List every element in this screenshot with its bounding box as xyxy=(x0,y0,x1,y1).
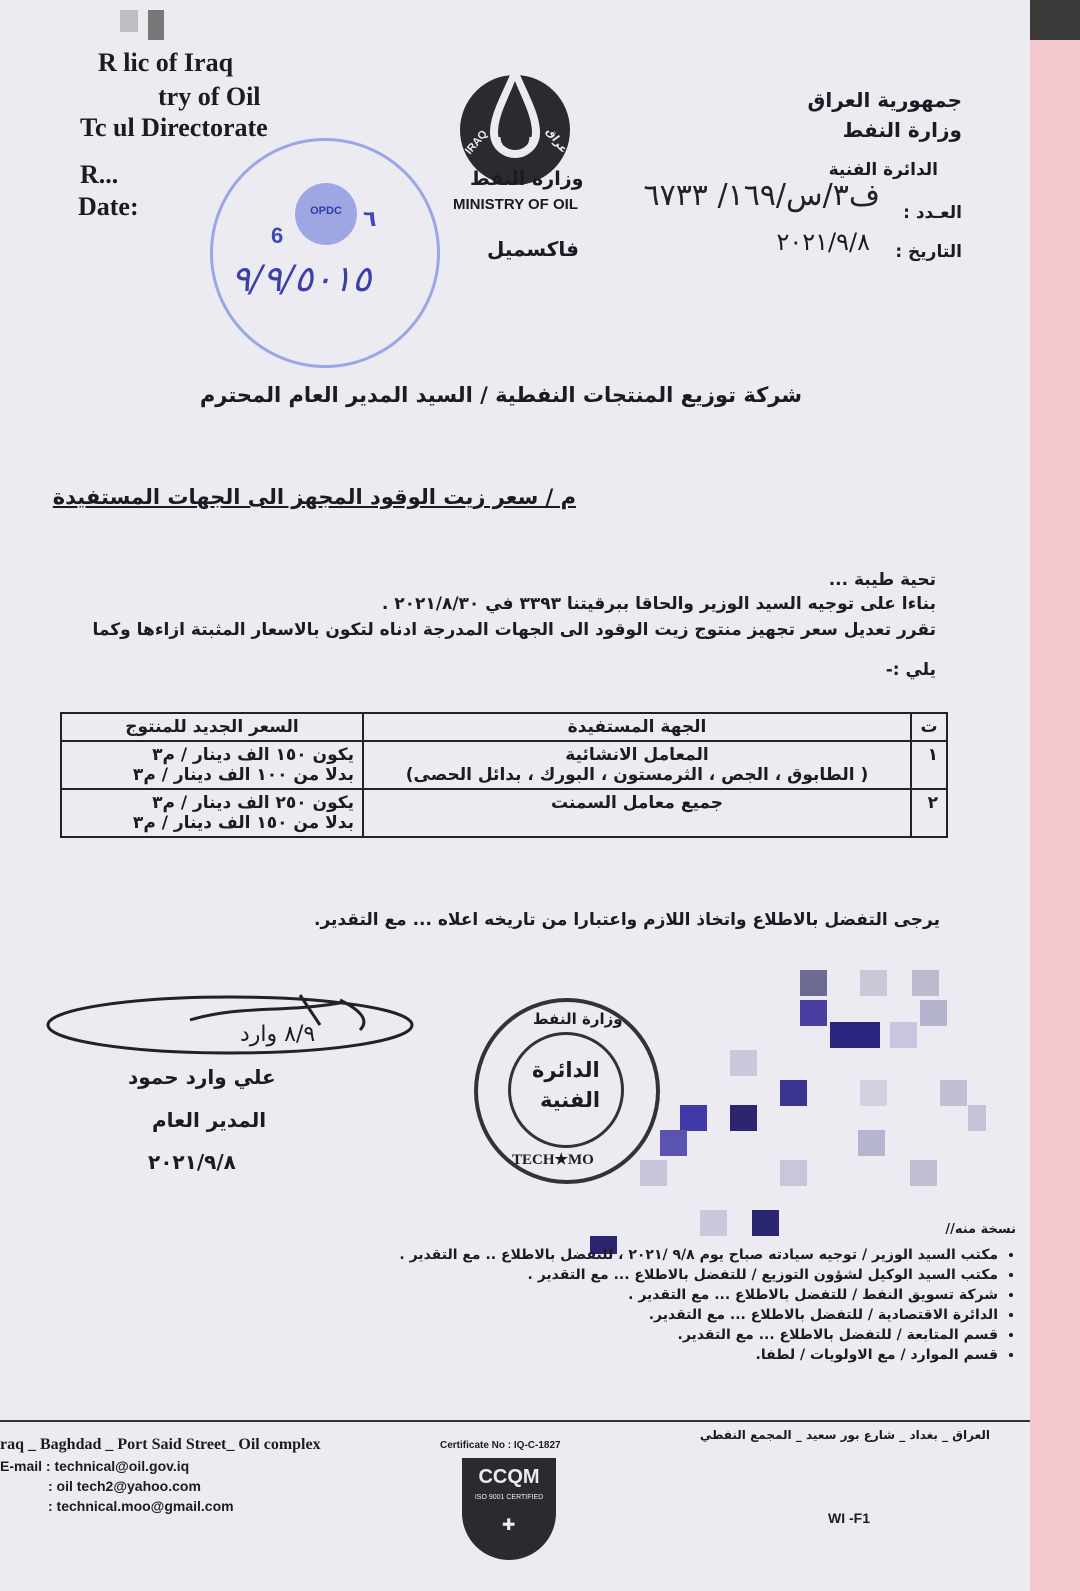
table-cell-entity xyxy=(363,741,911,789)
footer-email-2: : oil tech2@yahoo.com xyxy=(48,1478,201,1494)
background-strip xyxy=(1030,40,1080,1591)
iso-label: ISO 9001 CERTIFIED xyxy=(474,1494,544,1501)
table-row xyxy=(61,741,947,789)
header-ar-ministry: وزارة النفط xyxy=(842,118,962,142)
signature-handwritten: ٨/٩ وارد xyxy=(240,1022,316,1047)
footer-form-code: WI -F1 xyxy=(828,1510,870,1526)
fax-label: فاكسميل xyxy=(487,237,580,261)
footer-address-en: raq _ Baghdad _ Port Said Street_ Oil complex xyxy=(0,1436,321,1453)
ccqm-badge xyxy=(462,1458,556,1560)
list-item: • الدائرة الاقتصادية / للتفضل بالاطلاع ... مع التقدير. xyxy=(399,1307,998,1323)
table-cell-no: ٢ xyxy=(911,789,947,837)
redaction-mark xyxy=(148,10,164,40)
addressee: شركة توزيع المنتجات النفطية / السيد المدير العام المحترم xyxy=(199,383,802,407)
list-item: • قسم الموارد / مع الاولويات / لطفا. xyxy=(399,1347,998,1363)
header-en-ref-label: R... xyxy=(80,160,119,189)
body-line-3: يلي :- xyxy=(885,660,936,680)
footer-email-1: E-mail : technical@oil.gov.iq xyxy=(0,1458,190,1474)
copies-heading: نسخة منه// xyxy=(945,1222,1016,1237)
header-en-date-label: Date: xyxy=(78,192,139,221)
footer-email-3: : technical.moo@gmail.com xyxy=(48,1498,234,1514)
price-new: يكون ١٥٠ الف دينار / م٣ xyxy=(152,745,354,765)
header-ar-number-value: ف٣/س/١٦٩/ ٦٧٣٣ xyxy=(643,178,880,213)
signature-name: علي وارد حمود xyxy=(128,1065,276,1089)
header-ar-date-label: التاريخ : xyxy=(895,242,962,262)
entity-detail: ( الطابوق ، الجص ، الثرمستون ، البورك ، بدائل الحصى) xyxy=(405,765,869,785)
table-cell-no: ١ xyxy=(911,741,947,789)
opdc-stamp-center: OPDC xyxy=(310,205,342,217)
list-item: • قسم المتابعة / للتفضل بالاطلاع ... مع التقدير. xyxy=(399,1327,998,1343)
entity-name: جميع معامل السمنت xyxy=(550,793,724,813)
signature-scribble xyxy=(40,985,420,1060)
entity-name: المعامل الانشائية xyxy=(565,745,709,765)
opdc-stamp xyxy=(210,138,440,368)
cross-icon: ✚ xyxy=(502,1515,516,1534)
body-greeting: تحية طيبة ... xyxy=(828,570,936,590)
header-ar-directorate: الدائرة الفنية xyxy=(828,160,938,180)
logo-ar-name: وزارة النفط xyxy=(470,168,584,190)
tech-stamp-top: وزارة النفط xyxy=(533,1010,623,1028)
header-en-republic: R lic of Iraq xyxy=(98,48,234,77)
header-ar-republic: جمهورية العراق xyxy=(807,88,962,112)
opdc-stamp-handwritten-date: ٩/٩/٥٠١٥ xyxy=(231,259,372,300)
price-old: بدلا من ١٥٠ الف دينار / م٣ xyxy=(132,813,354,833)
header-en-directorate: Tc ul Directorate xyxy=(80,113,268,142)
tech-stamp-bottom: TECH★MO xyxy=(512,1152,594,1168)
closing-line: يرجى التفضل بالاطلاع واتخاذ اللازم واعتبارا من تاريخه اعلاه ... مع التقدير. xyxy=(313,910,940,930)
footer-divider xyxy=(0,1420,1030,1422)
footer-certificate: Certificate No : IQ-C-1827 xyxy=(440,1440,561,1451)
opdc-stamp-number-ar: ٦ xyxy=(363,207,377,232)
copies-list xyxy=(399,1243,1016,1367)
header-ar-date-value: ٢٠٢١/٩/٨ xyxy=(776,228,870,256)
body-line-2: تقرر تعديل سعر تجهيز منتوج زيت الوقود الى الجهات المدرجة ادناه لتكون بالاسعار المثبتة ازاءها وكما xyxy=(92,620,936,640)
header-ar-number-label: العـدد : xyxy=(903,203,962,223)
table-cell-price xyxy=(61,741,363,789)
signature-date: ٢٠٢١/٩/٨ xyxy=(148,1150,236,1174)
subject: م / سعر زيت الوقود المجهز الى الجهات المستفيدة xyxy=(52,485,576,509)
footer-address-ar: العراق _ بغداد _ شارع بور سعيد _ المجمع النفطي xyxy=(699,1428,990,1442)
table-header-entity: الجهة المستفيدة xyxy=(363,713,911,741)
tech-stamp-center-1: الدائرة xyxy=(532,1058,600,1082)
price-old: بدلا من ١٠٠ الف دينار / م٣ xyxy=(132,765,354,785)
opdc-stamp-number: 6 xyxy=(271,223,284,248)
body-line-1: بناءا على توجيه السيد الوزير والحاقا ببرقيتنا ٣٣٩٣ في ٢٠٢١/٨/٣٠ . xyxy=(381,594,936,614)
table-cell-entity xyxy=(363,789,911,837)
table-header-no: ت xyxy=(911,713,947,741)
list-item: • مكتب السيد الوكيل لشؤون التوزيع / للتفضل بالاطلاع ... مع التقدير . xyxy=(399,1267,998,1283)
price-new: يكون ٢٥٠ الف دينار / م٣ xyxy=(152,793,354,813)
list-item: • مكتب السيد الوزير / توجيه سيادته صباح يوم ٩/٨ /٢٠٢١ ، للتفضل بالاطلاع .. مع التقدير . xyxy=(399,1247,998,1263)
table-row xyxy=(61,789,947,837)
tech-stamp-center-2: الفنية xyxy=(540,1088,601,1112)
redaction-mark xyxy=(120,10,138,32)
price-table xyxy=(60,712,948,838)
logo-ring-left: IRAQ xyxy=(463,128,490,157)
table-header-price: السعر الجديد للمنتوج xyxy=(61,713,363,741)
logo-ring-right: عراق xyxy=(543,125,571,156)
table-header-row xyxy=(61,713,947,741)
logo-en-name: MINISTRY OF OIL xyxy=(453,196,579,213)
signature-title: المدير العام xyxy=(152,1108,267,1132)
list-item: • شركة تسويق النفط / للتفضل بالاطلاع ... مع التقدير . xyxy=(399,1287,998,1303)
ccqm-label: CCQM xyxy=(478,1466,540,1488)
tech-directorate-stamp xyxy=(474,998,660,1184)
table-cell-price xyxy=(61,789,363,837)
header-en-ministry: try of Oil xyxy=(158,82,261,111)
